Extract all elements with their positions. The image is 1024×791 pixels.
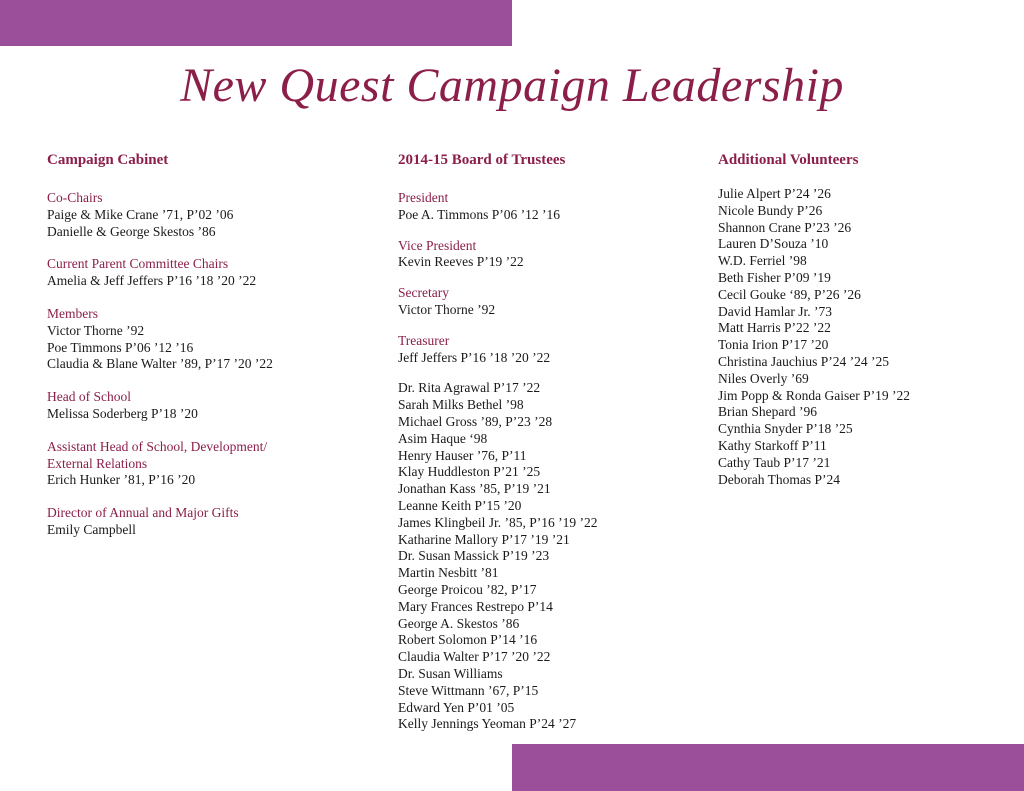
board-member: Dr. Rita Agrawal P’17 ’22 [398,380,541,396]
person-name: Emily Campbell [47,521,136,537]
officer-name: Poe A. Timmons P’06 ’12 ’16 [398,206,561,222]
board-member: George A. Skestos ’86 [398,615,520,631]
role-label: Members [47,305,98,321]
volunteer-name: Kathy Starkoff P’11 [718,437,827,453]
cabinet-group [47,256,367,290]
volunteer-name: Cynthia Snyder P’18 ’25 [718,421,853,437]
board-member: George Proicou ’82, P’17 [398,581,537,597]
role-label: Co-Chairs [47,190,103,205]
person-name: Paige & Mike Crane ’71, P’02 ’06 [47,206,234,222]
board-member: Henry Hauser ’76, P’11 [398,447,527,463]
board-of-trustees-column [398,150,698,733]
cabinet-group [47,190,367,240]
page-title: New Quest Campaign Leadership [180,59,844,112]
board-member: Martin Nesbitt ’81 [398,565,499,581]
top-accent-bar [0,0,512,46]
volunteer-name: Julie Alpert P’24 ’26 [718,186,831,201]
board-member: Edward Yen P’01 ’05 [398,699,515,715]
officer-name: Kevin Reeves P’19 ’22 [398,254,524,270]
officer-role: Treasurer [398,332,450,348]
board-member: Katharine Mallory P’17 ’19 ’21 [398,531,570,547]
volunteer-name: Cathy Taub P’17 ’21 [718,454,831,470]
volunteer-name: Jim Popp & Ronda Gaiser P’19 ’22 [718,387,910,403]
person-name: Poe Timmons P’06 ’12 ’16 [47,339,194,355]
board-member: Claudia Walter P’17 ’20 ’22 [398,649,551,665]
officer-role: President [398,190,449,205]
campaign-cabinet-heading: Campaign Cabinet [47,152,169,168]
board-officers [398,190,698,366]
volunteer-name: Beth Fisher P’09 ’19 [718,269,831,285]
board-officer [398,333,698,367]
person-name: Amelia & Jeff Jeffers P’16 ’18 ’20 ’22 [47,273,257,289]
role-label: External Relations [47,455,148,471]
board-member: Sarah Milks Bethel ’98 [398,397,524,413]
role-label: Current Parent Committee Chairs [47,256,229,272]
volunteer-name: W.D. Ferriel ’98 [718,253,807,269]
volunteer-name: Shannon Crane P’23 ’26 [718,219,852,235]
person-name: Danielle & George Skestos ’86 [47,223,216,239]
role-label: Head of School [47,389,131,405]
volunteer-name: Christina Jauchius P’24 ’24 ’25 [718,353,889,369]
volunteer-name: Niles Overly ’69 [718,370,809,386]
board-member: Kelly Jennings Yeoman P’24 ’27 [398,716,577,732]
volunteers-column [718,150,1018,488]
board-member: James Klingbeil Jr. ’85, P’16 ’19 ’22 [398,514,598,530]
board-member: Mary Frances Restrepo P’14 [398,598,553,614]
cabinet-group [47,505,367,539]
officer-role: Vice President [398,237,477,253]
board-officer [398,190,698,224]
board-member: Asim Haque ‘98 [398,430,488,446]
board-officer [398,238,698,272]
person-name: Erich Hunker ’81, P’16 ’20 [47,472,196,488]
volunteer-name: Nicole Bundy P’26 [718,202,823,218]
board-member: Michael Gross ’89, P’23 ’28 [398,413,553,429]
board-member: Klay Huddleston P’21 ’25 [398,464,541,480]
board-member: Jonathan Kass ’85, P’19 ’21 [398,481,551,497]
board-heading: 2014-15 Board of Trustees [398,152,566,168]
officer-name: Victor Thorne ’92 [398,301,496,317]
cabinet-groups [47,190,367,539]
board-officer [398,285,698,319]
volunteer-name: Brian Shepard ’96 [718,404,817,420]
volunteer-name: Deborah Thomas P’24 [718,471,840,487]
board-member: Robert Solomon P’14 ’16 [398,632,538,648]
bottom-accent-bar [512,744,1024,791]
officer-role: Secretary [398,285,449,301]
volunteers-list [718,186,1018,488]
cabinet-group [47,306,367,373]
volunteer-name: David Hamlar Jr. ’73 [718,303,832,319]
person-name: Claudia & Blane Walter ’89, P’17 ’20 ’22 [47,356,273,372]
volunteer-name: Cecil Gouke ‘89, P’26 ’26 [718,286,861,302]
board-member: Steve Wittmann ’67, P’15 [398,682,539,698]
volunteers-heading: Additional Volunteers [718,152,859,168]
person-name: Melissa Soderberg P’18 ’20 [47,405,198,421]
board-member: Dr. Susan Williams [398,665,503,681]
board-member: Leanne Keith P’15 ’20 [398,497,522,513]
role-label: Director of Annual and Major Gifts [47,505,239,521]
cabinet-group [47,439,367,489]
volunteer-name: Tonia Irion P’17 ’20 [718,337,829,353]
officer-name: Jeff Jeffers P’16 ’18 ’20 ’22 [398,349,551,365]
volunteer-name: Lauren D’Souza ’10 [718,236,829,252]
board-members-list [398,380,698,733]
volunteer-name: Matt Harris P’22 ’22 [718,320,831,336]
board-member: Dr. Susan Massick P’19 ’23 [398,548,550,564]
person-name: Victor Thorne ’92 [47,322,145,338]
cabinet-group [47,389,367,423]
campaign-cabinet-column [47,150,367,555]
role-label: Assistant Head of School, Development/ [47,438,268,454]
